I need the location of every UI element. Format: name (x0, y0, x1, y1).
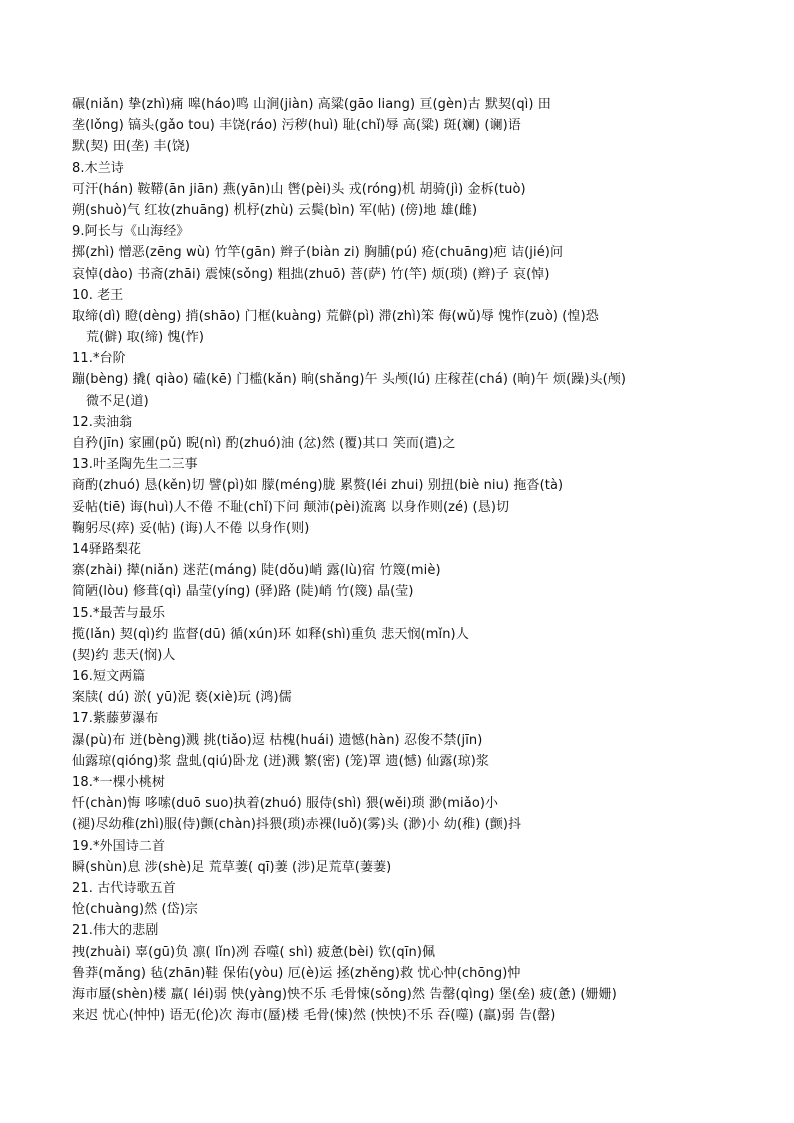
text-line: 14驿路梨花 (72, 541, 142, 557)
text-line: 拽(zhuài) 辜(gū)负 凛( lǐn)冽 吞噬( shì) 疲惫(bèi) 钦(qīn)佩 (72, 944, 436, 960)
text-line: 怆(chuàng)然 (岱)宗 (72, 902, 199, 918)
text-line: 可汗(hán) 鞍鞯(ān jiān) 燕(yān)山 辔(pèi)头 戎(róng)机 胡骑(jì) 金柝(tuò) (72, 181, 526, 197)
text-line: 8.木兰诗 (72, 160, 124, 176)
text-line: 21. 古代诗歌五首 (72, 880, 176, 896)
text-line: 21.伟大的悲剧 (72, 923, 159, 939)
vocabulary-list (72, 94, 724, 1026)
text-line: 仙露琼(qióng)浆 盘虬(qiú)卧龙 (迸)溅 繁(密) (笼)罩 遗(憾) 仙露(琼)浆 (72, 753, 490, 769)
text-line: 案牍( dú) 淤( yū)泥 亵(xiè)玩 (鸿)儒 (72, 690, 292, 706)
text-line: 11.*台阶 (72, 351, 126, 367)
text-line: 海市蜃(shèn)楼 羸( léi)弱 怏(yàng)怏不乐 毛骨悚(sǒng)然 告罄(qìng) 堡(垒) 疲(惫) (姗姗) (72, 986, 617, 1002)
text-line: 简陋(lòu) 修葺(qì) 晶莹(yíng) (驿)路 (陡)峭 竹(篾) 晶(莹) (72, 584, 414, 600)
text-line: 鞠躬尽(瘁) 妥(帖) (诲)人不倦 以身作(则) (72, 520, 310, 536)
text-line: 瞬(shùn)息 涉(shè)足 荒草萋( qī)萋 (涉)足荒草(萋萋) (72, 859, 392, 875)
text-line: 取缔(dì) 瞪(dèng) 捎(shāo) 门框(kuàng) 荒僻(pì) 滞(zhì)笨 侮(wǔ)辱 愧怍(zuò) (惶)恐 (72, 308, 599, 324)
text-line: 荒(僻) 取(缔) 愧(怍) (86, 330, 205, 346)
text-line: 19.*外国诗二首 (72, 838, 166, 854)
text-line: 哀悼(dào) 书斋(zhāi) 震悚(sǒng) 粗拙(zhuō) 菩(萨) 竹(竿) 烦(琐) (辫)子 哀(悼) (72, 266, 550, 282)
text-line: 掷(zhì) 憎恶(zēng wù) 竹竿(gān) 辫子(biàn zi) 胸脯(pú) 疮(chuāng)疤 诘(jié)问 (72, 245, 564, 261)
text-line: 蹦(bèng) 撬( qiào) 磕(kē) 门槛(kǎn) 晌(shǎng)午 头颅(lú) 庄稼茬(chá) (晌)午 烦(躁)头(颅) (72, 372, 627, 388)
text-line: 12.卖油翁 (72, 414, 133, 430)
text-line: 商酌(zhuó) 恳(kěn)切 譬(pì)如 朦(méng)胧 累赘(léi zhui) 别扭(biè niu) 拖沓(tà) (72, 478, 564, 494)
text-line: 垄(lǒng) 镐头(gǎo tou) 丰饶(ráo) 污秽(huì) 耻(chǐ)辱 高(粱) 斑(斓) (谰)语 (72, 118, 521, 134)
text-line: 来迟 忧心(忡忡) 语无(伦)次 海市(蜃)楼 毛骨(悚)然 (怏怏)不乐 吞(噬) (羸)弱 告(罄) (72, 1008, 556, 1024)
text-line: 鲁莽(mǎng) 毡(zhān)鞋 保佑(yòu) 厄(è)运 拯(zhěng)救 忧心忡(chōng)忡 (72, 965, 521, 981)
text-line: 17.紫藤萝瀑布 (72, 711, 159, 727)
text-line: 朔(shuò)气 红妆(zhuāng) 机杼(zhù) 云鬓(bìn) 军(帖) (傍)地 雄(雌) (72, 202, 478, 218)
text-line: 默(契) 田(垄) 丰(饶) (72, 139, 191, 155)
text-line: 自矜(jīn) 家圃(pǔ) 睨(nì) 酌(zhuó)油 (忿)然 (覆)其口 笑而(遣)之 (72, 436, 456, 451)
text-line: 碾(niǎn) 挚(zhì)痛 嗥(háo)鸣 山涧(jiàn) 高粱(gāo liang) 亘(gèn)古 默契(qì) 田 (72, 97, 551, 112)
text-line: (契)约 悲天(悯)人 (72, 647, 176, 663)
text-line: 妥帖(tiē) 诲(huì)人不倦 不耻(chǐ)下问 颠沛(pèi)流离 以身作则(zé) (恳)切 (72, 499, 510, 515)
text-line: 16.短文两篇 (72, 669, 146, 685)
text-line: (褪)尽幼稚(zhì)服(侍)颤(chàn)抖猥(琐)赤裸(luǒ)(雾)头 (渺)小 幼(稚) (颤)抖 (72, 817, 522, 833)
text-line: 13.叶圣陶先生二三事 (72, 457, 198, 473)
text-line: 微不足(道) (86, 393, 149, 409)
text-line: 瀑(pù)布 迸(bèng)溅 挑(tiǎo)逗 枯槐(huái) 遗憾(hàn) 忍俊不禁(jīn) (72, 732, 483, 748)
text-line: 忏(chàn)悔 哆嗦(duō suo)执着(zhuó) 服侍(shì) 猥(wěi)琐 渺(miǎo)小 (72, 796, 499, 812)
text-line: 寨(zhài) 撵(niǎn) 迷茫(máng) 陡(dǒu)峭 露(lù)宿 竹篾(miè) (72, 563, 441, 579)
text-line: 9.阿长与《山海经》 (72, 224, 190, 240)
text-line: 10. 老王 (72, 287, 124, 303)
text-line: 18.*一棵小桃树 (72, 775, 166, 790)
text-line: 揽(lǎn) 契(qì)约 监督(dū) 循(xún)环 如释(shì)重负 悲天悯(mǐn)人 (72, 626, 469, 642)
text-line: 15.*最苦与最乐 (72, 605, 166, 621)
